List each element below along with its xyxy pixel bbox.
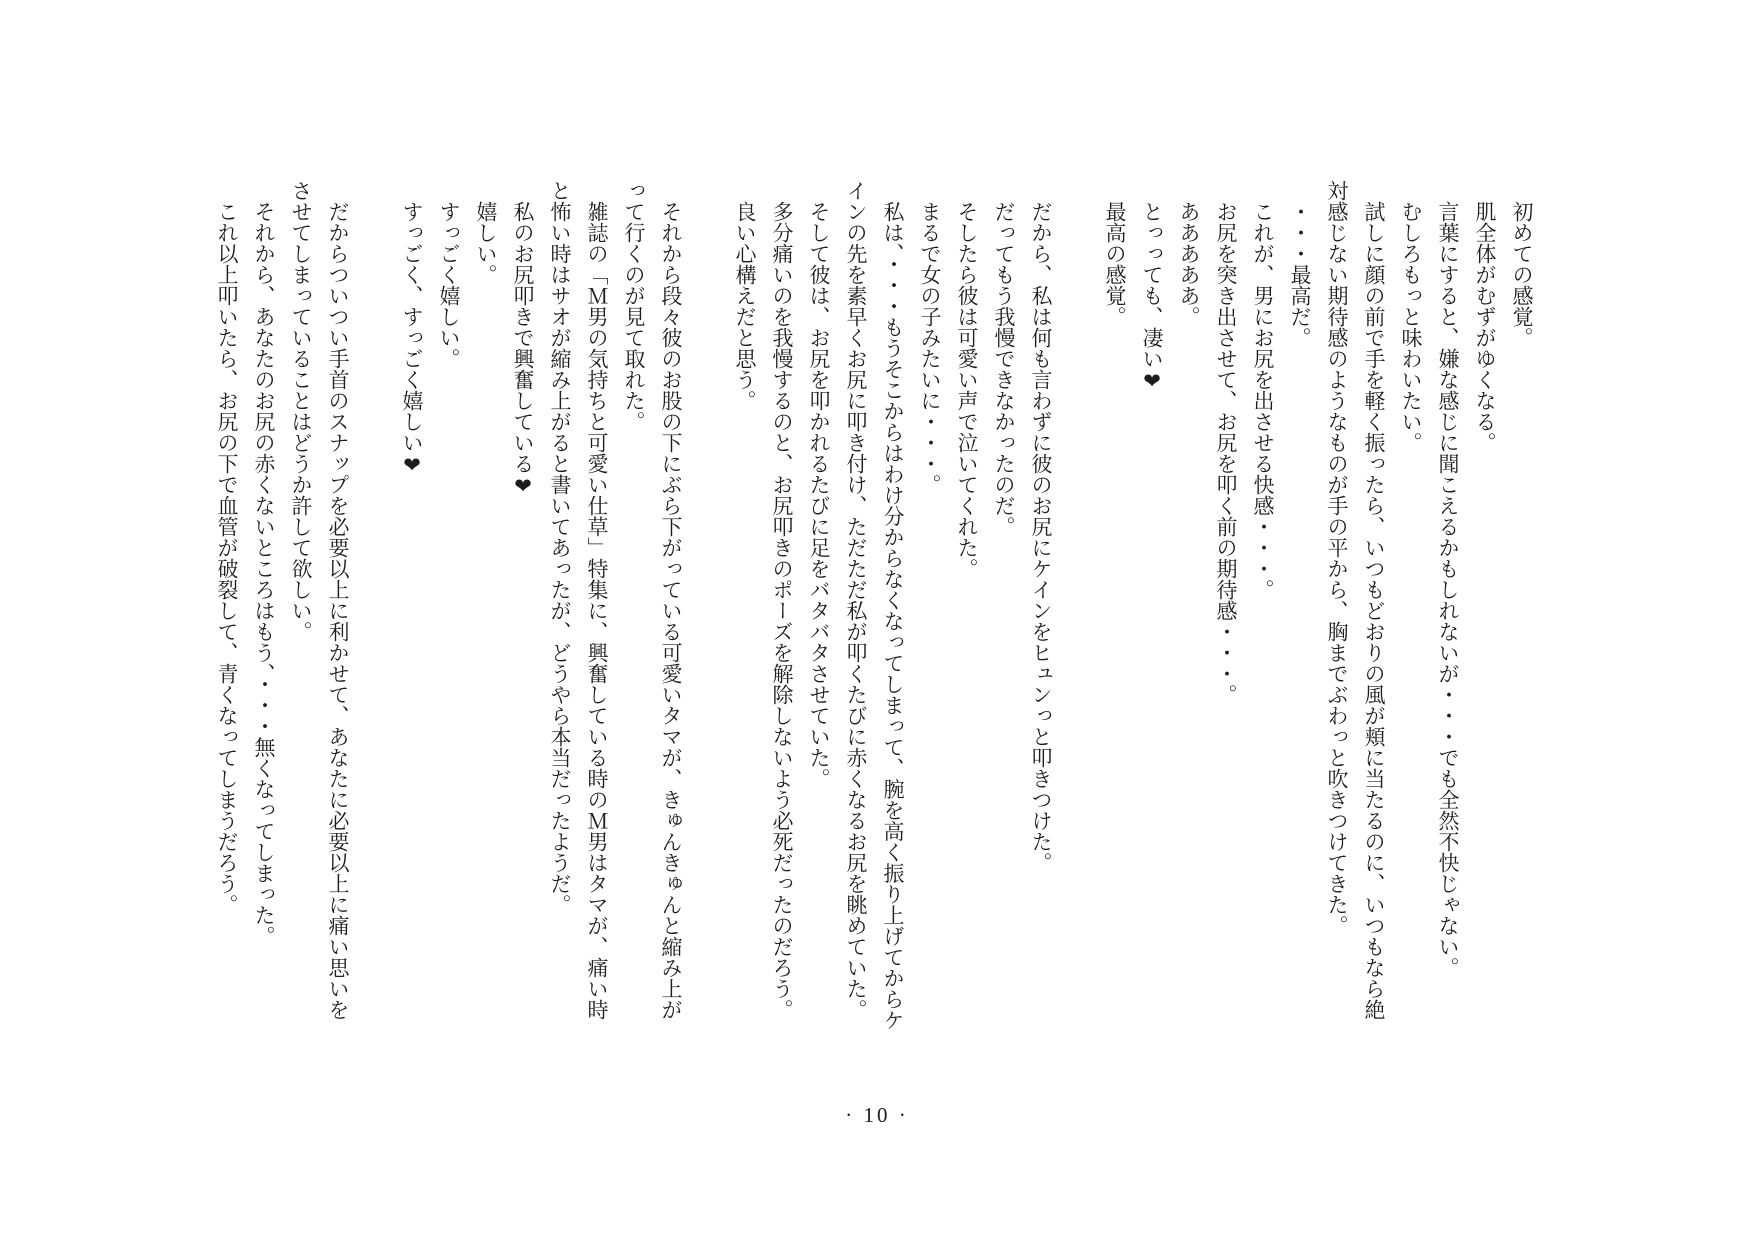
text-column: 嬉しい。 xyxy=(474,201,498,285)
text-column: むしろもっと味わいたい。 xyxy=(1399,201,1423,453)
text-column: 言葉にすると、嫌な感じに聞こえるかもしれないが・・・でも全然不快じゃない。 xyxy=(1436,201,1460,978)
text-column: 試しに顔の前で手を軽く振ったら、いつもどおりの風が頬に当たるのに、いつもなら絶 xyxy=(1362,201,1386,1020)
text-column: 肌全体がむずがゆくなる。 xyxy=(1473,201,1497,453)
text-column: 良い心構えだと思う。 xyxy=(733,201,757,411)
text-column: だってもう我慢できなかったのだ。 xyxy=(992,201,1016,537)
text-column: 最高の感覚。 xyxy=(1103,201,1127,327)
text-column: 私は、・・・もうそこからはわけ分からなくなってしまって、腕を高く振り上げてからケ xyxy=(881,201,905,1031)
text-column: あああああ。 xyxy=(1177,201,1201,327)
blank-column xyxy=(1059,180,1096,1026)
text-column: 雑誌の「Ｍ男の気持ちと可愛い仕草」特集に、興奮している時のＭ男はタマが、痛い時 xyxy=(585,201,609,1020)
text-column: お尻を突き出させて、お尻を叩く前の期待感・・・。 xyxy=(1214,201,1238,705)
text-column: 初めての感覚。 xyxy=(1510,201,1534,348)
text-column: させてしまっていることはどうか許して欲しい。 xyxy=(289,180,313,642)
text-column: と怖い時はサオが縮み上がると書いてあったが、どうやら本当だったようだ。 xyxy=(548,180,572,915)
text-column: これが、男にお尻を出させる快感・・・。 xyxy=(1251,201,1275,600)
blank-column xyxy=(689,180,726,1026)
text-column: って行くのが見て取れた。 xyxy=(622,180,646,432)
blank-column xyxy=(356,180,393,1026)
text-column: それから段々彼のお股の下にぶら下がっている可愛いタマが、きゅんきゅんと縮み上が xyxy=(659,201,683,1020)
text-column: 私のお尻叩きで興奮している❤ xyxy=(511,201,535,498)
text-column: すっごく、すっごく嬉しい❤ xyxy=(400,201,424,477)
text-column: 対感じない期待感のようなものが手の平から、胸までぶわっと吹きつけてきた。 xyxy=(1325,180,1349,936)
text-column: ・・・最高だ。 xyxy=(1288,201,1312,348)
text-column: 多分痛いのを我慢するのと、お尻叩きのポーズを解除しないよう必死だったのだろう。 xyxy=(770,201,794,1020)
text-column: そして彼は、お尻を叩かれるたびに足をバタバタさせていた。 xyxy=(807,201,831,789)
page-number: · 10 · xyxy=(845,1103,909,1127)
text-column: それから、あなたのお尻の赤くないところはもう、・・・無くなってしまった。 xyxy=(252,201,276,947)
text-column: これ以上叩いたら、お尻の下で血管が破裂して、青くなってしまうだろう。 xyxy=(215,201,239,915)
text-column: そしたら彼は可愛い声で泣いてくれた。 xyxy=(955,201,979,579)
text-column: だから、私は何も言わずに彼のお尻にケインをヒュンっと叩きつけた。 xyxy=(1029,201,1053,873)
text-column: まるで女の子みたいに・・・。 xyxy=(918,201,942,495)
vertical-text-block xyxy=(208,180,1540,1031)
text-column: すっごく嬉しい。 xyxy=(437,201,461,369)
text-column: だからついつい手首のスナップを必要以上に利かせて、あなたに必要以上に痛い思いを xyxy=(326,201,350,1020)
text-column: インの先を素早くお尻に叩き付け、ただただ私が叩くたびに赤くなるお尻を眺めていた。 xyxy=(844,180,868,1020)
text-column: とっっても、凄い❤ xyxy=(1140,201,1164,393)
